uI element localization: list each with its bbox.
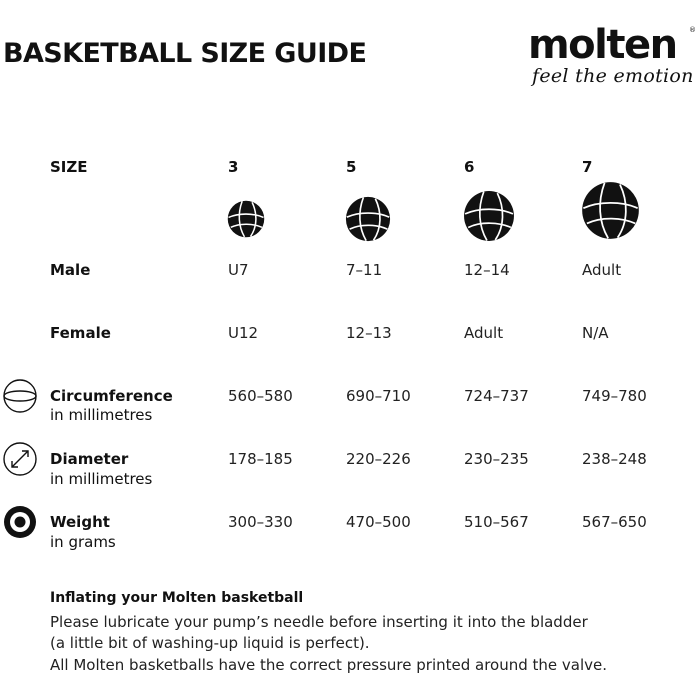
- table-cell: 7–11: [346, 261, 383, 279]
- table-cell: Adult: [464, 324, 504, 342]
- table-cell: 238–248: [582, 450, 647, 468]
- diameter-icon: [2, 441, 38, 477]
- size-5-header: 5: [346, 158, 357, 176]
- table-cell: U12: [228, 324, 259, 342]
- inflating-text-line-2: (a little bit of washing-up liquid is perfect).: [50, 634, 370, 652]
- basketball-size-5-icon: [345, 196, 391, 242]
- row-label-diameter: Diameter: [50, 450, 129, 468]
- table-cell: 230–235: [464, 450, 529, 468]
- row-unit-diameter: in millimetres: [50, 470, 153, 488]
- table-cell: 12–13: [346, 324, 392, 342]
- page-title: BASKETBALL SIZE GUIDE: [3, 38, 367, 69]
- table-cell: 567–650: [582, 513, 647, 531]
- size-6-header: 6: [464, 158, 475, 176]
- table-cell: 300–330: [228, 513, 293, 531]
- table-cell: 178–185: [228, 450, 293, 468]
- table-cell: 724–737: [464, 387, 529, 405]
- table-cell: 690–710: [346, 387, 411, 405]
- row-label-male: Male: [50, 261, 91, 279]
- table-cell: U7: [228, 261, 249, 279]
- inflating-text-line-3: All Molten basketballs have the correct pressure printed around the valve.: [50, 656, 608, 674]
- logo-registered-mark: ®: [689, 26, 696, 34]
- table-cell: 749–780: [582, 387, 647, 405]
- weight-icon: [2, 504, 38, 540]
- size-7-header: 7: [582, 158, 593, 176]
- row-unit-weight: in grams: [50, 533, 116, 551]
- size-3-header: 3: [228, 158, 239, 176]
- table-cell: 220–226: [346, 450, 411, 468]
- logo-wordmark: molten: [528, 22, 677, 68]
- table-cell: 560–580: [228, 387, 293, 405]
- row-label-weight: Weight: [50, 513, 110, 531]
- table-cell: 470–500: [346, 513, 411, 531]
- table-cell: 12–14: [464, 261, 510, 279]
- basketball-size-6-icon: [463, 190, 515, 242]
- inflating-title: Inflating your Molten basketball: [50, 590, 304, 606]
- table-cell: N/A: [582, 324, 609, 342]
- molten-logo: [528, 22, 696, 96]
- basketball-size-3-icon: [227, 200, 265, 238]
- row-label-circumference: Circumference: [50, 387, 173, 405]
- table-cell: 510–567: [464, 513, 529, 531]
- logo-tagline: feel the emotion: [532, 65, 694, 87]
- circumference-icon: [2, 378, 38, 414]
- row-unit-circumference: in millimetres: [50, 406, 153, 424]
- basketball-size-7-icon: [581, 181, 640, 240]
- size-header: SIZE: [50, 158, 88, 176]
- inflating-text-line-1: Please lubricate your pump’s needle before inserting it into the bladder: [50, 613, 588, 631]
- table-cell: Adult: [582, 261, 622, 279]
- row-label-female: Female: [50, 324, 111, 342]
